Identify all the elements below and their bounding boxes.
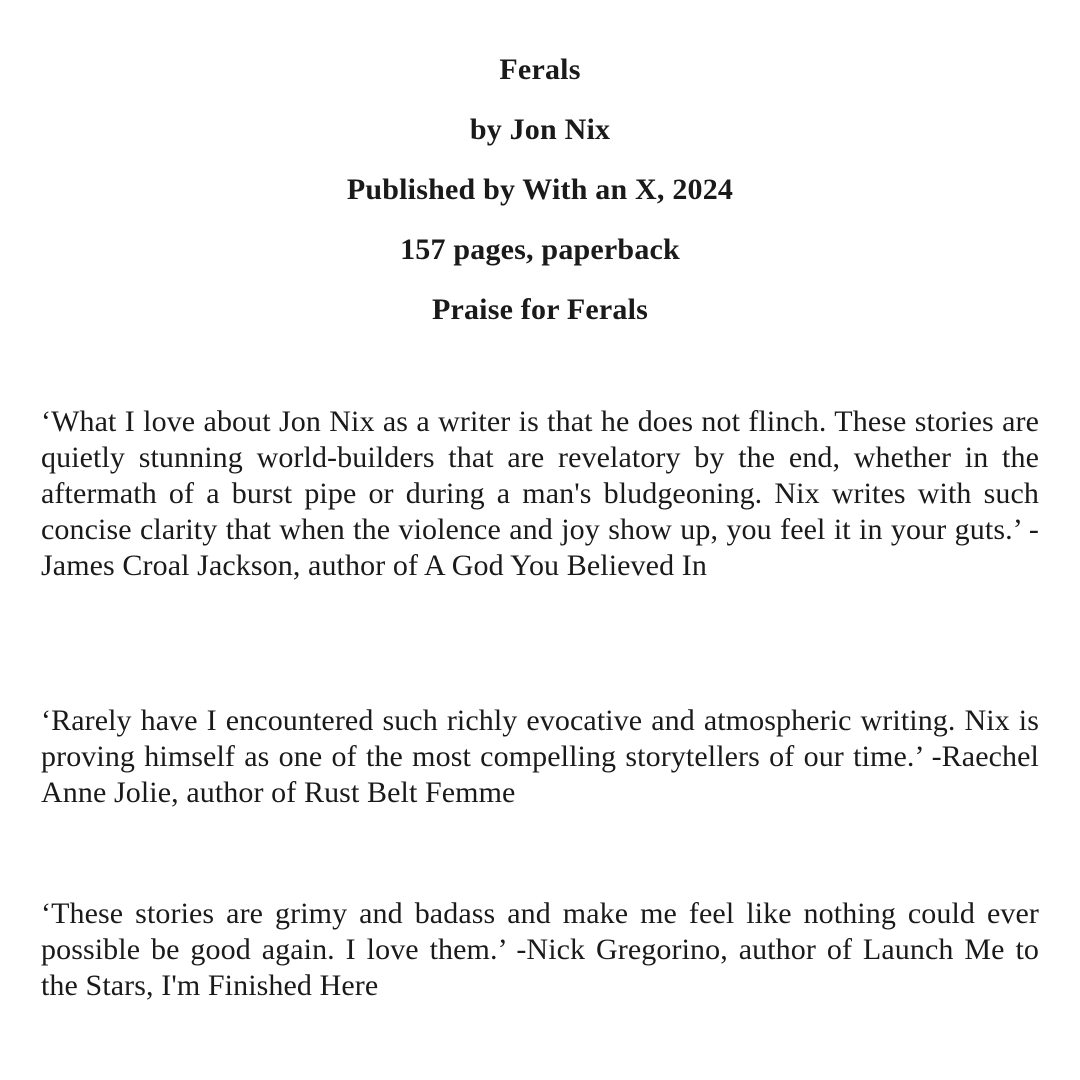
book-publisher: Published by With an X, 2024 [346, 173, 734, 206]
praise-quote-3: ‘These stories are grimy and badass and make me feel like nothing could ever possible be good again. I love them.’ -Nick Gregorino, author of Launch Me to the Stars, I'm Finished Here [41, 897, 1039, 1002]
praise-quote-2: ‘Rarely have I encountered such richly evocative and atmospheric writing. Nix is proving himself as one of the most compelling storytellers of our time.’ -Raechel Anne Jolie, author of Rust Belt Femme [41, 704, 1039, 809]
praise-heading: Praise for Ferals [431, 293, 649, 326]
book-format: 157 pages, paperback [400, 233, 680, 266]
book-header [0, 40, 1080, 340]
praise-quote-1: ‘What I love about Jon Nix as a writer is that he does not flinch. These stories are quietly stunning world-builders that are revelatory by the end, whether in the aftermath of a burst pipe or during a man's bludgeoning. Nix writes with such concise clarity that when the violence and joy show up, you feel it in your guts.’ -James Croal Jackson, author of A God You Believed In [41, 405, 1039, 582]
book-author: by Jon Nix [469, 113, 611, 146]
book-title: Ferals [499, 53, 581, 86]
